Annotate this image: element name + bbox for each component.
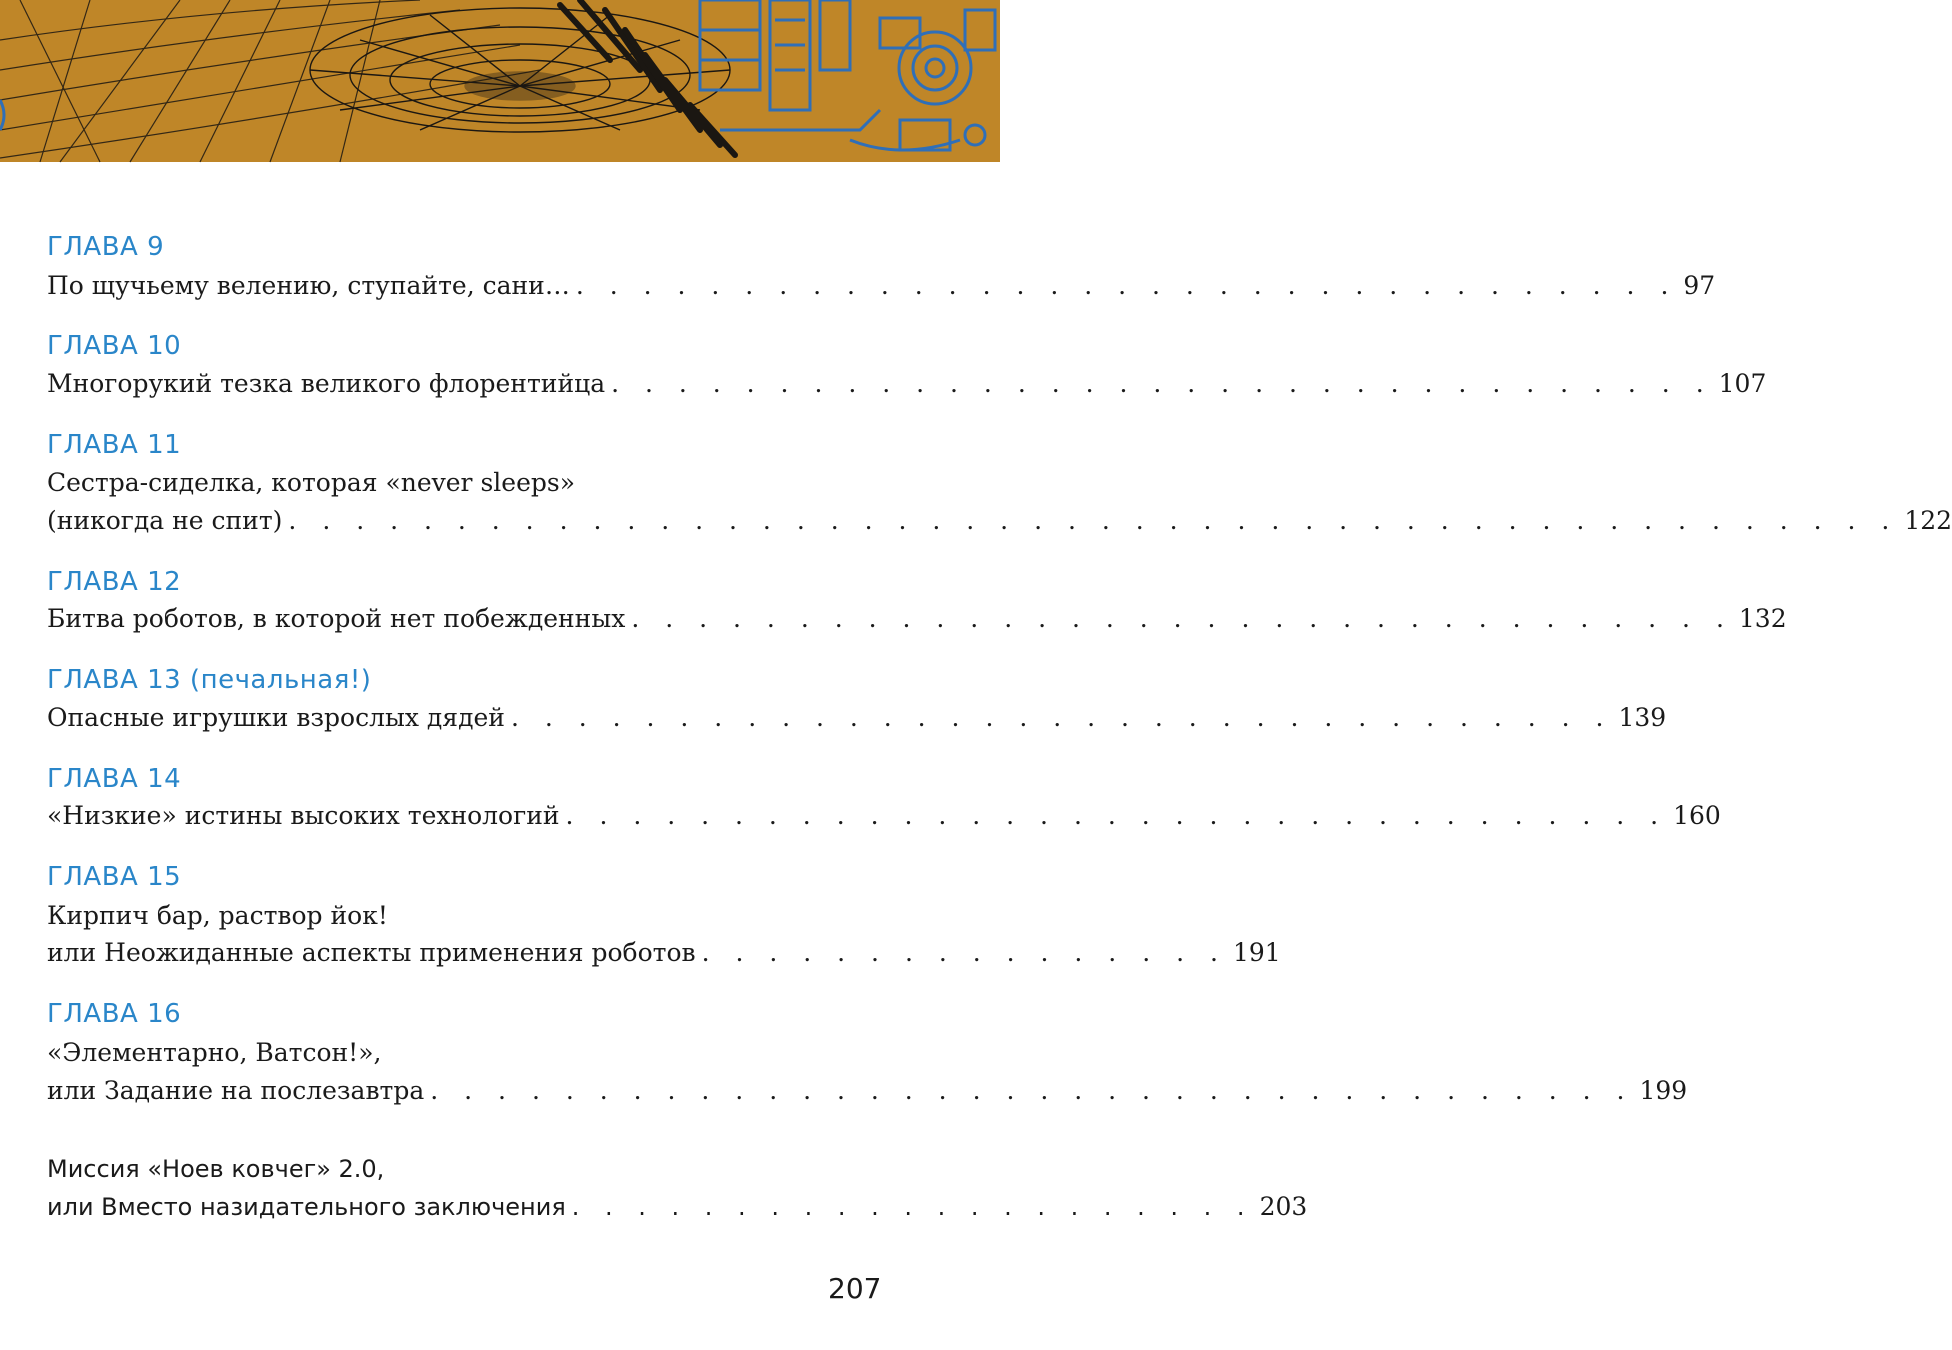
toc-title: (никогда не спит) [47, 506, 283, 535]
toc-title-line: Сестра-сиделка, которая «never sleeps» [47, 468, 576, 497]
dot-leader: . . . . . . . . . . . . . . . . . . . . . . . . . . . . . . . . . [631, 604, 1733, 633]
chapter-9-label: ГЛАВА 9 [47, 232, 165, 262]
toc-entry-chapter-15[interactable] [47, 937, 1281, 969]
toc-entry-chapter-11[interactable] [47, 505, 1952, 537]
dot-leader: . . . . . . . . . . . . . . . . . . . . . . . . . . . . . . . . . [565, 801, 1668, 830]
chapter-11-label: ГЛАВА 11 [47, 430, 182, 460]
toc-page-number: 97 [1683, 271, 1716, 300]
dot-leader: . . . . . . . . . . . . . . . . . . . . . . . . . . . . . . . . . . . . [430, 1076, 1634, 1105]
toc-title: Многорукий тезка великого флорентийца [47, 369, 606, 398]
dot-leader: . . . . . . . . . . . . . . . . . . . . . . . . . . . . . . . . . [611, 369, 1713, 398]
page-number: 207 [828, 1272, 882, 1305]
toc-title: «Низкие» истины высоких технологий [47, 801, 560, 830]
dot-leader: . . . . . . . . . . . . . . . . . . . . . . . . . . . . . . . . . . . . . . . . . . . . . . . . [288, 506, 1899, 535]
toc-entry-chapter-9[interactable] [47, 270, 1716, 302]
toc-page-number: 139 [1618, 703, 1667, 732]
toc-title: или Задание на послезавтра [47, 1076, 425, 1105]
toc-title: Битва роботов, в которой нет побежденных [47, 604, 626, 633]
header-illustration [0, 0, 1000, 162]
toc-page-number: 160 [1673, 801, 1721, 830]
toc-title: Опасные игрушки взрослых дядей [47, 703, 505, 732]
dot-leader: . . . . . . . . . . . . . . . . . . . . . [571, 1193, 1254, 1221]
toc-page-number: 122 [1904, 506, 1952, 535]
dot-leader: . . . . . . . . . . . . . . . . . . . . . . . . . . . . . . . . . [575, 271, 1678, 300]
toc-entry-chapter-12[interactable] [47, 603, 1787, 635]
chapter-12-label: ГЛАВА 12 [47, 567, 182, 597]
toc-page-number: 132 [1738, 604, 1787, 633]
toc-page-number: 191 [1232, 938, 1281, 967]
toc-page-number: 107 [1718, 369, 1767, 398]
chapter-14-label: ГЛАВА 14 [47, 764, 182, 794]
chapter-15-label: ГЛАВА 15 [47, 862, 182, 892]
toc-title-line: Кирпич бар, раствор йок! [47, 901, 388, 930]
toc-page-number: 203 [1259, 1192, 1308, 1221]
toc-entry-chapter-13[interactable] [47, 702, 1667, 734]
toc-entry-epilogue[interactable] [47, 1191, 1308, 1223]
toc-title-line: «Элементарно, Ватсон!», [47, 1038, 382, 1067]
toc-title: или Неожиданные аспекты применения роботов [47, 938, 696, 967]
toc-title: По щучьему велению, ступайте, сани… [47, 271, 570, 300]
chapter-10-label: ГЛАВА 10 [47, 331, 182, 361]
dot-leader: . . . . . . . . . . . . . . . . [701, 938, 1227, 967]
toc-entry-chapter-14[interactable] [47, 800, 1721, 832]
chapter-16-label: ГЛАВА 16 [47, 999, 182, 1029]
toc-entry-chapter-10[interactable] [47, 368, 1767, 400]
dot-leader: . . . . . . . . . . . . . . . . . . . . . . . . . . . . . . . . . [510, 703, 1613, 732]
chapter-13-label: ГЛАВА 13 (печальная!) [47, 665, 372, 695]
toc-title: или Вместо назидательного заключения [47, 1193, 566, 1221]
toc-page-number: 199 [1639, 1076, 1688, 1105]
toc-entry-chapter-16[interactable] [47, 1075, 1688, 1107]
epilogue-title-line: Миссия «Ноев ковчег» 2.0, [47, 1155, 385, 1183]
